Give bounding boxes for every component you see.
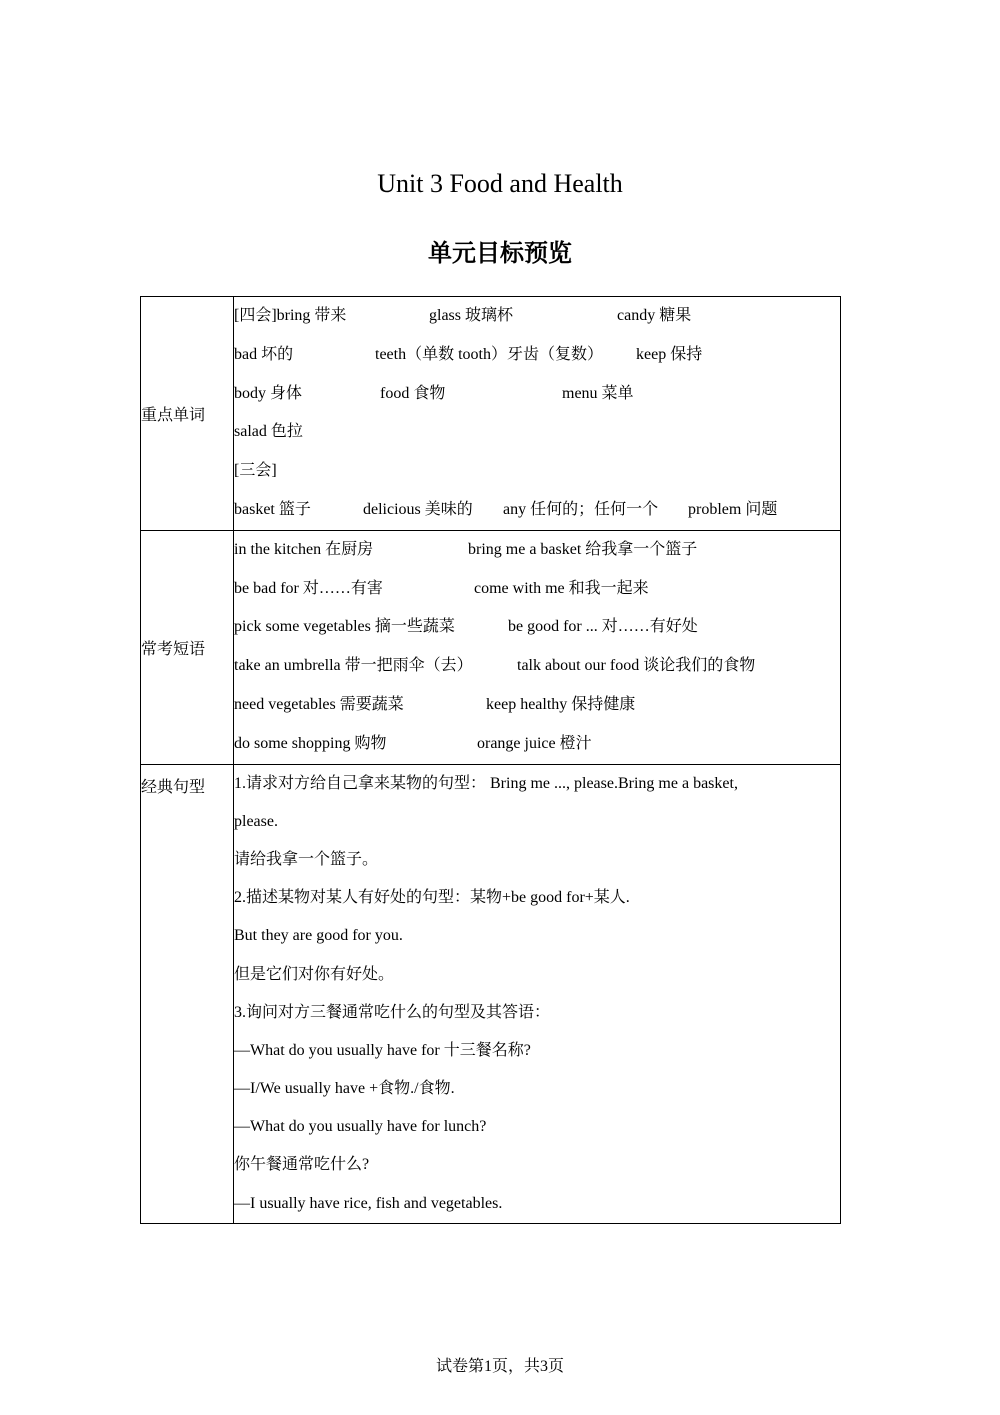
sentence-line: 3.询问对方三餐通常吃什么的句型及其答语： [234, 1003, 551, 1021]
vocab-item: bad 坏的 [234, 345, 294, 363]
sentence-line: —What do you usually have for lunch? [234, 1118, 487, 1136]
phrase-item: be bad for 对……有害 [234, 579, 383, 597]
sentence-line: —What do you usually have for 十三餐名称? [234, 1041, 531, 1059]
vocab-item: candy 糖果 [617, 307, 692, 324]
phrase-line [234, 725, 840, 764]
vocab-label: 重点单词 [141, 297, 234, 531]
vocab-line [234, 297, 840, 336]
sentence-line: But they are good for you. [234, 927, 403, 945]
phrase-item: take an umbrella 带一把雨伞（去） [234, 657, 473, 675]
sentence-line: 请给我拿一个篮子。 [234, 850, 379, 868]
phrase-item: need vegetables 需要蔬菜 [234, 695, 404, 713]
vocab-level-heading: [三会] [234, 462, 277, 480]
vocab-item: food 食物 [380, 384, 446, 402]
sentence-line: —I usually have rice, fish and vegetables. [234, 1194, 503, 1212]
sentences-label: 经典句型 [141, 764, 234, 1223]
vocab-line [234, 452, 840, 491]
sentence-line: 但是它们对你有好处。 [234, 965, 395, 983]
phrase-item: pick some vegetables 摘一些蔬菜 [234, 618, 455, 636]
phrase-line [234, 686, 840, 725]
sentences-content [234, 764, 841, 1223]
phrase-item: come with me 和我一起来 [474, 579, 649, 597]
section-heading: 单元目标预览 [428, 239, 572, 267]
vocab-line [234, 491, 840, 530]
phrases-content [234, 530, 841, 764]
vocab-item: glass 玻璃杯 [429, 307, 514, 324]
phrase-item: orange juice 橙汁 [477, 734, 592, 752]
sentence-line: —I/We usually have +食物./食物. [234, 1080, 455, 1098]
unit-overview-table [140, 296, 841, 1224]
vocab-item: delicious 美味的 [363, 500, 473, 518]
vocab-line [234, 375, 840, 414]
sentence-line: 2.描述某物对某人有好处的句型：某物+be good for+某人. [234, 889, 630, 907]
sentence-line: 1.请求对方给自己拿来某物的句型： Bring me ..., please.Bring me a basket, [234, 774, 738, 792]
phrase-line [234, 608, 840, 647]
vocab-item: body 身体 [234, 384, 303, 402]
vocab-content [234, 297, 841, 531]
phrase-item: do some shopping 购物 [234, 734, 387, 752]
sentence-line: please. [234, 812, 278, 830]
phrase-line [234, 647, 840, 686]
sentence-line: 你午餐通常吃什么? [234, 1156, 370, 1174]
phrase-item: keep healthy 保持健康 [486, 695, 636, 713]
phrase-item: be good for ... 对……有好处 [508, 618, 698, 636]
phrase-item: bring me a basket 给我拿一个篮子 [468, 540, 698, 558]
phrases-label: 常考短语 [141, 530, 234, 764]
vocab-row [141, 297, 841, 531]
vocab-line [234, 336, 840, 375]
vocab-item: teeth（单数 tooth）牙齿（复数） [375, 345, 603, 363]
vocab-line [234, 413, 840, 452]
phrase-line [234, 531, 840, 570]
phrases-row [141, 530, 841, 764]
vocab-item: problem 问题 [688, 500, 778, 518]
phrase-line [234, 570, 840, 609]
vocab-item: any 任何的；任何一个 [503, 500, 659, 518]
document-title: Unit 3 Food and Health [377, 169, 623, 198]
vocab-item: salad 色拉 [234, 423, 303, 441]
vocab-item: basket 篮子 [234, 500, 311, 518]
phrase-item: talk about our food 谈论我们的食物 [517, 657, 756, 675]
phrase-item: in the kitchen 在厨房 [234, 540, 374, 558]
page-footer: 试卷第1页，共3页 [435, 1358, 564, 1375]
sentences-row [141, 764, 841, 1223]
vocab-item: [四会]bring 带来 [234, 307, 347, 324]
vocab-item: menu 菜单 [562, 384, 634, 402]
vocab-item: keep 保持 [636, 345, 703, 363]
